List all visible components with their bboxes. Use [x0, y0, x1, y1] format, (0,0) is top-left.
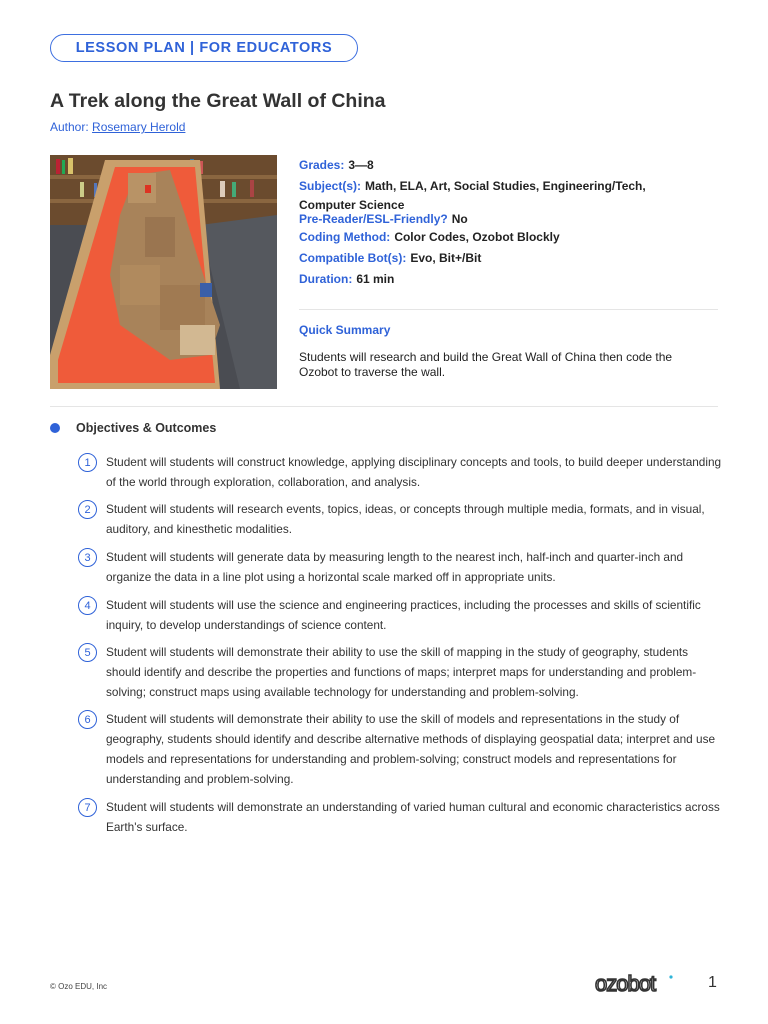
quick-summary-text: Students will research and build the Great Wall of China then code the Ozobot to traverse the wall.: [299, 350, 673, 379]
page-number: 1: [708, 974, 717, 991]
objective-text: Student will students will demonstrate their ability to use the skill of models and representations in the study of geography, students should identify and describe alternative methods of displaying geospatial data; interpret and use models and representations for understanding and problem-solving; construct models and representations for understanding and problem-solving.: [106, 712, 716, 786]
objective-text: Student will students will demonstrate their ability to use the skill of mapping in the study of geography, students should identify and describe the properties and functions of maps; interpret maps for understanding and problem-solving; construct maps using available technology for understanding and problem-solving.: [106, 645, 697, 699]
author-line: [50, 120, 185, 134]
number-circle-icon: 3: [78, 548, 97, 567]
objective-item: [78, 500, 723, 539]
number-circle-icon: 6: [78, 710, 97, 729]
objective-item: [78, 798, 723, 837]
objective-item: [78, 548, 723, 587]
meta-value: Evo, Bit+/Bit: [410, 251, 482, 265]
number-circle-icon: 4: [78, 596, 97, 615]
ozobot-logo: [595, 972, 675, 996]
meta-key: Duration:: [299, 272, 353, 286]
quick-summary-title: Quick Summary: [299, 323, 391, 337]
objective-text: Student will students will research events, topics, ideas, or concepts through multiple media, formats, and in visual, auditory, and kinesthetic modalities.: [106, 502, 705, 536]
objectives-title: Objectives & Outcomes: [76, 421, 217, 435]
lesson-photo: [50, 155, 277, 389]
objective-text: Student will students will demonstrate an understanding of varied human cultural and economic characteristics across Earth's surface.: [106, 800, 720, 834]
objective-item: [78, 710, 723, 789]
meta-subjects-cont: [299, 198, 699, 212]
meta-bots: [299, 248, 699, 269]
bullet-dot-icon: [50, 423, 60, 433]
divider: [299, 309, 718, 310]
objective-text: Student will students will use the science and engineering practices, including the processes and skills of scientific inquiry, to develop understandings of science content.: [106, 598, 701, 632]
copyright: © Ozo EDU, Inc: [50, 982, 108, 991]
meta-value: 61 min: [356, 272, 395, 286]
objective-text: Student will students will generate data by measuring length to the nearest inch, half-inch and quarter-inch and organize the data in a line plot using a horizontal scale marked off in appropriate units.: [106, 550, 684, 584]
meta-key: Compatible Bot(s):: [299, 251, 407, 265]
divider: [50, 406, 718, 407]
number-circle-icon: 1: [78, 453, 97, 472]
lesson-meta: [299, 155, 699, 290]
objective-item: [78, 596, 723, 635]
number-circle-icon: 5: [78, 643, 97, 662]
meta-grades: [299, 155, 699, 176]
svg-text:ozobot: ozobot: [595, 972, 656, 996]
meta-key: Coding Method:: [299, 230, 391, 244]
meta-coding: [299, 227, 699, 248]
meta-duration: [299, 269, 699, 290]
meta-value: No: [451, 212, 468, 226]
meta-value: Math, ELA, Art, Social Studies, Engineering/Tech,: [365, 179, 646, 193]
meta-subjects: [299, 176, 699, 197]
author-label: Author:: [50, 120, 89, 134]
meta-key: Subject(s):: [299, 179, 362, 193]
objective-text: Student will students will construct knowledge, applying disciplinary concepts and tools, to build deeper understanding of the world through exploration, collaboration, and analysis.: [106, 455, 722, 489]
number-circle-icon: 2: [78, 500, 97, 519]
meta-value: Color Codes, Ozobot Blockly: [394, 230, 560, 244]
lesson-plan-badge: LESSON PLAN | FOR EDUCATORS: [50, 34, 358, 62]
page-title: A Trek along the Great Wall of China: [50, 90, 386, 112]
objective-item: [78, 643, 723, 702]
objectives-header: [50, 421, 216, 435]
number-circle-icon: 7: [78, 798, 97, 817]
meta-value: 3—8: [348, 158, 374, 172]
meta-value: Computer Science: [299, 198, 405, 212]
objective-item: [78, 453, 723, 492]
meta-esl: [299, 212, 699, 227]
author-link[interactable]: Rosemary Herold: [92, 120, 186, 134]
meta-key: Pre-Reader/ESL-Friendly?: [299, 212, 448, 226]
meta-key: Grades:: [299, 158, 345, 172]
